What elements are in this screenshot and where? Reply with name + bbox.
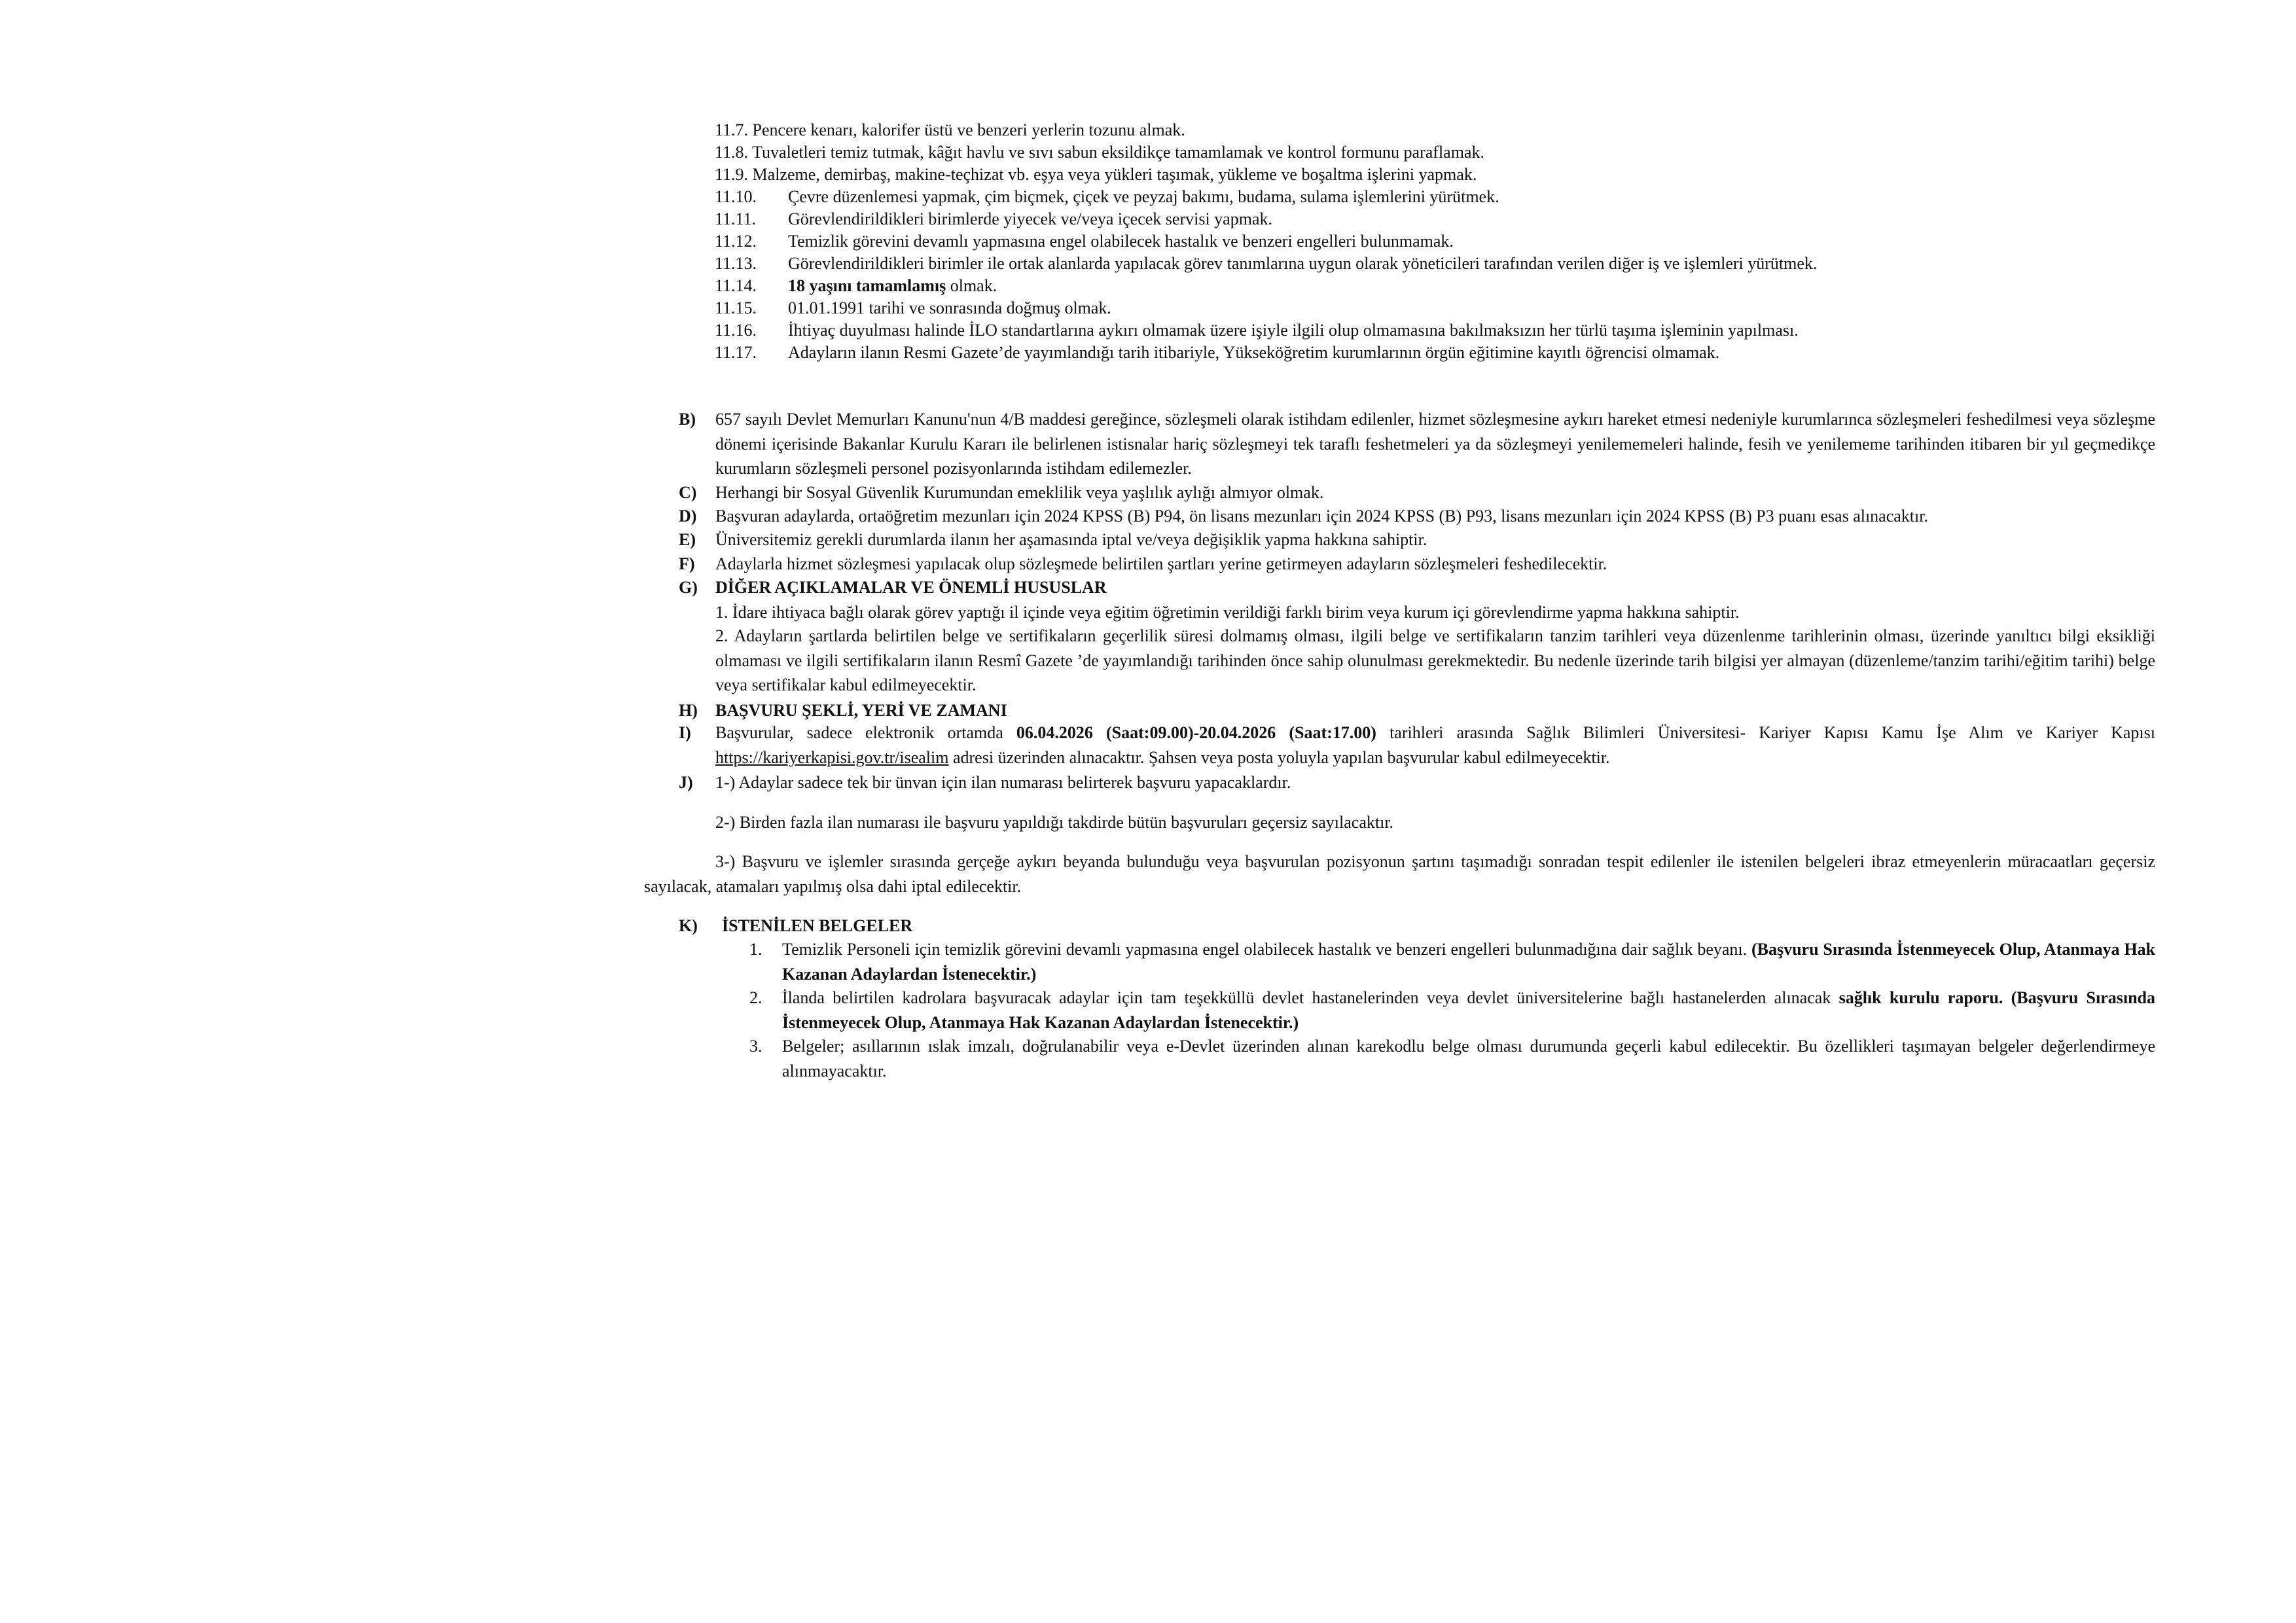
item-11-14 [788,275,997,297]
item-11-14-number: 11.14. [715,276,757,295]
item-11-12-number: 11.12. [715,232,757,251]
item-11-8: 11.8. Tuvaletleri temiz tutmak, kâğıt havlu ve sıvı sabun eksildikçe tamamlamak ve kontrol formunu paraflamak. [715,143,1484,162]
section-i-dates: 06.04.2026 (Saat:09.00)-20.04.2026 (Saat:17.00) [1016,723,1376,742]
k-item-2-bold: sağlık kurulu raporu. (Başvuru Sırasında İstenmeyecek Olup, Atanmaya Hak Kazanan Adaylardan İstenecektir.) [782,988,2155,1032]
k-item-2 [782,986,2155,1035]
section-g-title: DİĞER AÇIKLAMALAR VE ÖNEMLİ HUSUSLAR [715,578,1107,597]
section-i-label: I) [679,723,691,742]
section-b-label: B) [679,410,696,429]
section-j-item-2: 2-) Birden fazla ilan numarası ile başvuru yapıldığı takdirde bütün başvuruları geçersiz sayılacaktır. [715,813,1394,832]
section-k-title: İSTENİLEN BELGELER [722,916,913,935]
section-i-text [715,721,2155,770]
item-11-12: Temizlik görevini devamlı yapmasına engel olabilecek hastalık ve benzeri engelleri bulunmamak. [788,232,1454,251]
item-11-11: Görevlendirildikleri birimlerde yiyecek ve/veya içecek servisi yapmak. [788,209,1272,228]
k-item-1-number: 1. [749,940,762,959]
section-g-label: G) [679,578,698,597]
section-k-label: K) [679,916,698,935]
item-11-7: 11.7. Pencere kenarı, kalorifer üstü ve benzeri yerlerin tozunu almak. [715,120,1185,139]
item-11-13-number: 11.13. [715,254,757,273]
section-e-label: E) [679,530,696,549]
section-j-item-3: 3-) Başvuru ve işlemler sırasında gerçeğe aykırı beyanda bulunduğu veya başvurulan pozisyonun şartını taşımadığı sonradan tespit edilenler ile istenilen belgeleri ibraz etmeyenlerin müracaatları geçersiz sayılacak, atamaları yapılmış olsa dahi iptal edilecektir. [644,852,2155,896]
item-11-13: Görevlendirildikleri birimler ile ortak alanlarda yapılacak görev tanımlarına uygun olarak yöneticileri tarafından verilen diğer iş ve işlemleri yürütmek. [788,254,1818,273]
item-11-14-rest: olmak. [946,276,997,295]
item-11-17-number: 11.17. [715,343,757,362]
k-item-2-text: İlanda belirtilen kadrolara başvuracak adaylar için tam teşekküllü devlet hastanelerinden veya devlet üniversitelerine bağlı hastanelerden alınacak [782,988,1839,1007]
item-11-9: 11.9. Malzeme, demirbaş, makine-teçhizat vb. eşya veya yükleri taşımak, yükleme ve boşaltma işlerini yapmak. [715,165,1477,184]
section-i-text-2: tarihleri arasında Sağlık Bilimleri Üniversitesi- Kariyer Kapısı Kamu İşe Alım ve Kariyer Kapısı [1376,723,2155,742]
item-11-16-number: 11.16. [715,321,757,340]
item-11-14-bold: 18 yaşını tamamlamış [788,276,946,295]
k-item-1 [782,937,2155,986]
section-g-item-1: 1. İdare ihtiyaca bağlı olarak görev yaptığı il içinde veya eğitim öğretimin verildiği farklı birim veya kurum içi görevlendirme yapma hakkına sahiptir. [715,603,1740,622]
section-f-text: Adaylarla hizmet sözleşmesi yapılacak olup sözleşmede belirtilen şartları yerine getirmeyen adayların sözleşmeleri feshedilecektir. [715,554,1607,573]
section-c-text: Herhangi bir Sosyal Güvenlik Kurumundan emeklilik veya yaşlılık aylığı almıyor olmak. [715,483,1324,502]
section-j-item-1: 1-) Adaylar sadece tek bir ünvan için ilan numarası belirterek başvuru yapacaklardır. [715,773,1291,792]
k-item-1-text: Temizlik Personeli için temizlik görevini devamlı yapmasına engel olabilecek hastalık ve benzeri engelleri bulunmadığına dair sağlık beyanı. [782,940,1751,959]
k-item-3: Belgeler; asıllarının ıslak imzalı, doğrulanabilir veya e-Devlet üzerinden alınan karekodlu belge olması durumunda geçerli kabul edilecektir. Bu özellikleri taşımayan belgeler değerlendirmeye alınmayacaktır. [782,1037,2155,1080]
section-g-item-2: 2. Adayların şartlarda belirtilen belge ve sertifikaların geçerlilik süresi dolmamış olması, ilgili belge ve sertifikaların tanzim tarihleri veya düzenlenme tarihlerinin olması, üzerinde yanıltıcı bilgi eksikliği olmaması ve ilgili sertifikaların ilanın Resmî Gazete ’de yayımlandığı tarihinden önce sahip olunulması gerekmektedir. Bu nedenle üzerinde tarih bilgisi yer almayan (düzenleme/tanzim tarihi/eğitim tarihi) belge veya sertifikalar kabul edilmeyecektir. [715,626,2155,694]
item-11-11-number: 11.11. [715,209,757,228]
section-i-text-1: Başvurular, sadece elektronik ortamda [715,723,1016,742]
section-h-label: H) [679,701,698,720]
section-j-label: J) [679,773,693,792]
k-item-2-number: 2. [749,988,762,1007]
section-b-text: 657 sayılı Devlet Memurları Kanunu'nun 4/B maddesi gereğince, sözleşmeli olarak istihdam edilenler, hizmet sözleşmesine aykırı hareket etmesi nedeniyle kurumlarınca sözleşmeleri feshedilmesi veya sözleşme dönemi içerisinde Bakanlar Kurulu Kararı ile belirlenen istisnalar hariç sözleşmeyi tek taraflı feshetmeleri ya da sözleşmeyi yenilememeleri halinde, fesih ve yenilememe tarihinden itibaren bir yıl geçmedikçe kurumların sözleşmeli personel pozisyonlarında istihdam edilemezler. [715,410,2155,478]
section-f-label: F) [679,554,695,573]
section-c-label: C) [679,483,697,502]
item-11-16: İhtiyaç duyulması halinde İLO standartlarına aykırı olmamak üzere işiyle ilgili olup olmamasına bakılmaksızın her türlü taşıma işleminin yapılması. [788,321,1799,340]
item-11-10: Çevre düzenlemesi yapmak, çim biçmek, çiçek ve peyzaj bakımı, budama, sulama işlemlerini yürütmek. [788,187,1499,206]
k-item-3-number: 3. [749,1037,762,1056]
k-item-1-bold: (Başvuru Sırasında İstenmeyecek Olup, Atanmaya Hak Kazanan Adaylardan İstenecektir.) [782,940,2155,984]
section-d-text: Başvuran adaylarda, ortaöğretim mezunları için 2024 KPSS (B) P94, ön lisans mezunları için 2024 KPSS (B) P93, lisans mezunları için 2024 KPSS (B) P3 puanı esas alınacaktır. [715,507,1928,526]
item-11-17: Adayların ilanın Resmi Gazete’de yayımlandığı tarih itibariyle, Yükseköğretim kurumlarının örgün eğitimine kayıtlı öğrencisi olmamak. [788,343,1720,362]
section-i-text-3: adresi üzerinden alınacaktır. Şahsen veya posta yoluyla yapılan başvurular kabul edilmeyecektir. [948,747,1610,767]
item-11-10-number: 11.10. [715,187,757,206]
item-11-15: 01.01.1991 tarihi ve sonrasında doğmuş olmak. [788,298,1111,317]
section-h-title: BAŞVURU ŞEKLİ, YERİ VE ZAMANI [715,701,1007,720]
section-d-label: D) [679,507,697,526]
section-e-text: Üniversitemiz gerekli durumlarda ilanın her aşamasında iptal ve/veya değişiklik yapma hakkına sahiptir. [715,530,1427,549]
item-11-15-number: 11.15. [715,298,757,317]
kariyer-kapisi-link[interactable]: https://kariyerkapisi.gov.tr/isealim [715,747,949,767]
